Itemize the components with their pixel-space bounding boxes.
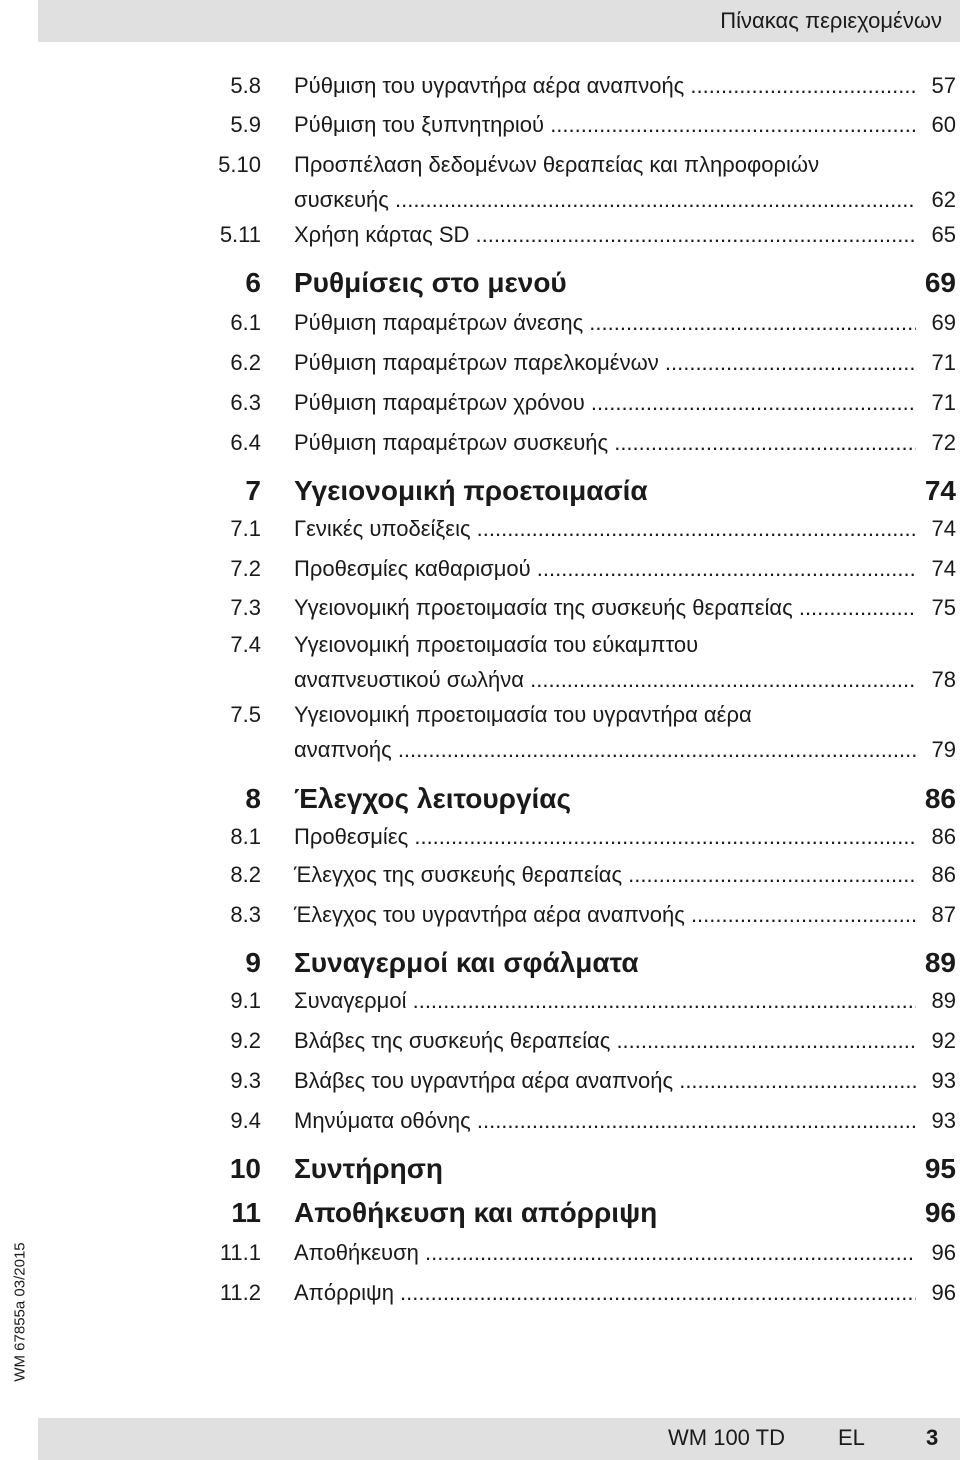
toc-entry-page: 71: [926, 350, 956, 376]
toc-entry-page: 65: [926, 222, 956, 248]
toc-entry-number: 11.1: [219, 1240, 261, 1265]
toc-entry-title: Αποθήκευση και απόρριψη: [294, 1197, 658, 1228]
toc-section-entry[interactable]: [0, 1240, 960, 1266]
toc-entry-title: Υγειονομική προετοιμασία της συσκευής θεραπείας .....: [294, 595, 916, 620]
toc-section-entry[interactable]: [0, 988, 960, 1014]
toc-entry-number: 6: [245, 267, 261, 298]
toc-section-entry[interactable]: [0, 862, 960, 888]
toc-chapter-entry[interactable]: [0, 946, 960, 980]
toc-entry-page: 74: [919, 474, 956, 508]
toc-entry-page: 89: [926, 988, 956, 1014]
toc-section-entry[interactable]: [0, 902, 960, 928]
toc-entry-page: 86: [919, 782, 956, 816]
toc-chapter-entry[interactable]: [0, 1152, 960, 1186]
toc-section-entry[interactable]: [0, 222, 960, 248]
toc-entry-number: 7: [245, 475, 261, 506]
toc-entry-title: Ρύθμιση παραμέτρων χρόνου .....: [294, 390, 916, 415]
toc-section-entry[interactable]: [0, 632, 960, 692]
toc-section-entry[interactable]: [0, 430, 960, 456]
toc-entry-title: Ρύθμιση παραμέτρων άνεσης .....: [294, 310, 916, 335]
toc-entry-title: Ρυθμίσεις στο μενού: [294, 267, 567, 298]
toc-entry-title-continued: συσκευής .....: [294, 187, 916, 212]
toc-section-entry[interactable]: [0, 824, 960, 850]
toc-entry-number: 6.3: [230, 390, 261, 415]
footer-page-number: 3: [926, 1425, 939, 1450]
toc-entry-title: Υγειονομική προετοιμασία του υγραντήρα αέρα: [294, 702, 752, 727]
toc-entry-number: 9.1: [230, 988, 261, 1013]
toc-entry-title: Χρήση κάρτας SD .....: [294, 222, 916, 247]
toc-entry-page: 72: [926, 430, 956, 456]
toc-entry-number: 5.10: [218, 152, 261, 177]
toc-entry-title: Προθεσμίες .....: [294, 824, 916, 849]
document-code-label: WM 67855a 03/2015: [11, 1242, 29, 1382]
toc-entry-page: 92: [926, 1028, 956, 1054]
toc-entry-page: 93: [926, 1108, 956, 1134]
toc-entry-title: Βλάβες της συσκευής θεραπείας .....: [294, 1028, 916, 1053]
toc-entry-number: 7.5: [230, 702, 261, 727]
toc-entry-page: 78: [926, 667, 956, 693]
toc-chapter-entry[interactable]: [0, 1196, 960, 1230]
toc-section-entry[interactable]: [0, 1068, 960, 1094]
toc-section-entry[interactable]: [0, 556, 960, 582]
toc-section-entry[interactable]: [0, 350, 960, 376]
toc-entry-page: 87: [926, 902, 956, 928]
header-title: Πίνακας περιεχομένων: [720, 8, 942, 33]
toc-section-entry[interactable]: [0, 310, 960, 336]
toc-entry-page: 96: [926, 1240, 956, 1266]
toc-entry-number: 5.11: [219, 222, 261, 247]
toc-entry-page: 74: [926, 516, 956, 542]
toc-entry-page: 71: [926, 390, 956, 416]
toc-entry-number: 5.8: [230, 73, 261, 98]
footer-doc-name: WM 100 TD: [668, 1425, 785, 1450]
toc-entry-number: 5.9: [230, 112, 261, 137]
toc-entry-page: 86: [926, 824, 956, 850]
toc-section-entry[interactable]: [0, 595, 960, 621]
toc-section-entry[interactable]: [0, 73, 960, 99]
toc-section-entry[interactable]: [0, 112, 960, 138]
toc-entry-page: 69: [919, 266, 956, 300]
toc-entry-page: 93: [926, 1068, 956, 1094]
toc-entry-title: Προσπέλαση δεδομένων θεραπείας και πληροφοριών: [294, 152, 820, 177]
toc-entry-page: 79: [926, 737, 956, 763]
toc-entry-page: 86: [926, 862, 956, 888]
toc-entry-title-continued: αναπνευστικού σωλήνα .....: [294, 667, 916, 692]
toc-section-entry[interactable]: [0, 1108, 960, 1134]
toc-entry-number: 8.3: [230, 902, 261, 927]
toc-entry-title: Έλεγχος της συσκευής θεραπείας .....: [294, 862, 916, 887]
toc-entry-page: 62: [926, 187, 956, 213]
toc-entry-page: 69: [926, 310, 956, 336]
toc-entry-number: 8.2: [230, 862, 261, 887]
toc-entry-number: 6.2: [230, 350, 261, 375]
toc-chapter-entry[interactable]: [0, 266, 960, 300]
toc-entry-title: Βλάβες του υγραντήρα αέρα αναπνοής .....: [294, 1068, 916, 1093]
toc-entry-number: 9.4: [230, 1108, 261, 1133]
toc-entry-title: Υγειονομική προετοιμασία του εύκαμπτου: [294, 632, 699, 657]
toc-entry-page: 74: [926, 556, 956, 582]
toc-entry-title: Έλεγχος λειτουργίας: [294, 783, 572, 814]
toc-chapter-entry[interactable]: [0, 474, 960, 508]
toc-entry-number: 9.3: [230, 1068, 261, 1093]
toc-entry-title: Προθεσμίες καθαρισμού .....: [294, 556, 916, 581]
toc-section-entry[interactable]: [0, 152, 960, 212]
toc-entry-page: 96: [919, 1196, 956, 1230]
toc-entry-title: Μηνύματα οθόνης .....: [294, 1108, 916, 1133]
toc-entry-title: Συναγερμοί και σφάλματα: [294, 947, 639, 978]
toc-entry-title: Υγειονομική προετοιμασία: [294, 475, 648, 506]
toc-entry-title: Ρύθμιση παραμέτρων συσκευής .....: [294, 430, 916, 455]
toc-entry-number: 6.1: [230, 310, 261, 335]
toc-entry-number: 8.1: [230, 824, 261, 849]
toc-chapter-entry[interactable]: [0, 782, 960, 816]
toc-entry-number: 9: [245, 947, 261, 978]
toc-entry-title: Ρύθμιση του υγραντήρα αέρα αναπνοής .....: [294, 73, 916, 98]
toc-section-entry[interactable]: [0, 702, 960, 762]
toc-entry-page: 95: [919, 1152, 956, 1186]
toc-entry-number: 11.2: [219, 1280, 261, 1305]
toc-entry-number: 7.1: [230, 516, 261, 541]
toc-entry-number: 8: [245, 783, 261, 814]
header-bar: [38, 0, 960, 42]
toc-entry-number: 7.2: [230, 556, 261, 581]
toc-entry-page: 60: [926, 112, 956, 138]
toc-entry-title: Ρύθμιση του ξυπνητηριού .....: [294, 112, 916, 137]
toc-entry-page: 75: [926, 595, 956, 621]
toc-entry-title: Έλεγχος του υγραντήρα αέρα αναπνοής .....: [294, 902, 916, 927]
toc-entry-title: Απόρριψη .....: [294, 1280, 916, 1305]
toc-section-entry[interactable]: [0, 1280, 960, 1306]
footer-language: EL: [838, 1425, 865, 1450]
toc-entry-number: 10: [229, 1153, 261, 1184]
toc-entry-number: 11: [231, 1197, 261, 1228]
toc-entry-title: Αποθήκευση .....: [294, 1240, 916, 1265]
toc-entry-title: Ρύθμιση παραμέτρων παρελκομένων .....: [294, 350, 916, 375]
toc-entry-number: 6.4: [230, 430, 261, 455]
toc-entry-number: 9.2: [230, 1028, 261, 1053]
toc-entry-title-continued: αναπνοής .....: [294, 737, 916, 762]
toc-section-entry[interactable]: [0, 1028, 960, 1054]
toc-section-entry[interactable]: [0, 390, 960, 416]
toc-entry-number: 7.3: [230, 595, 261, 620]
toc-entry-title: Συναγερμοί .....: [294, 988, 916, 1013]
toc-entry-title: Συντήρηση: [294, 1153, 443, 1184]
toc-entry-page: 57: [926, 73, 956, 99]
toc-entry-page: 89: [919, 946, 956, 980]
toc-entry-number: 7.4: [230, 632, 261, 657]
toc-section-entry[interactable]: [0, 516, 960, 542]
toc-entry-title: Γενικές υποδείξεις .....: [294, 516, 916, 541]
footer-bar: [38, 1418, 960, 1460]
toc-entry-page: 96: [926, 1280, 956, 1306]
